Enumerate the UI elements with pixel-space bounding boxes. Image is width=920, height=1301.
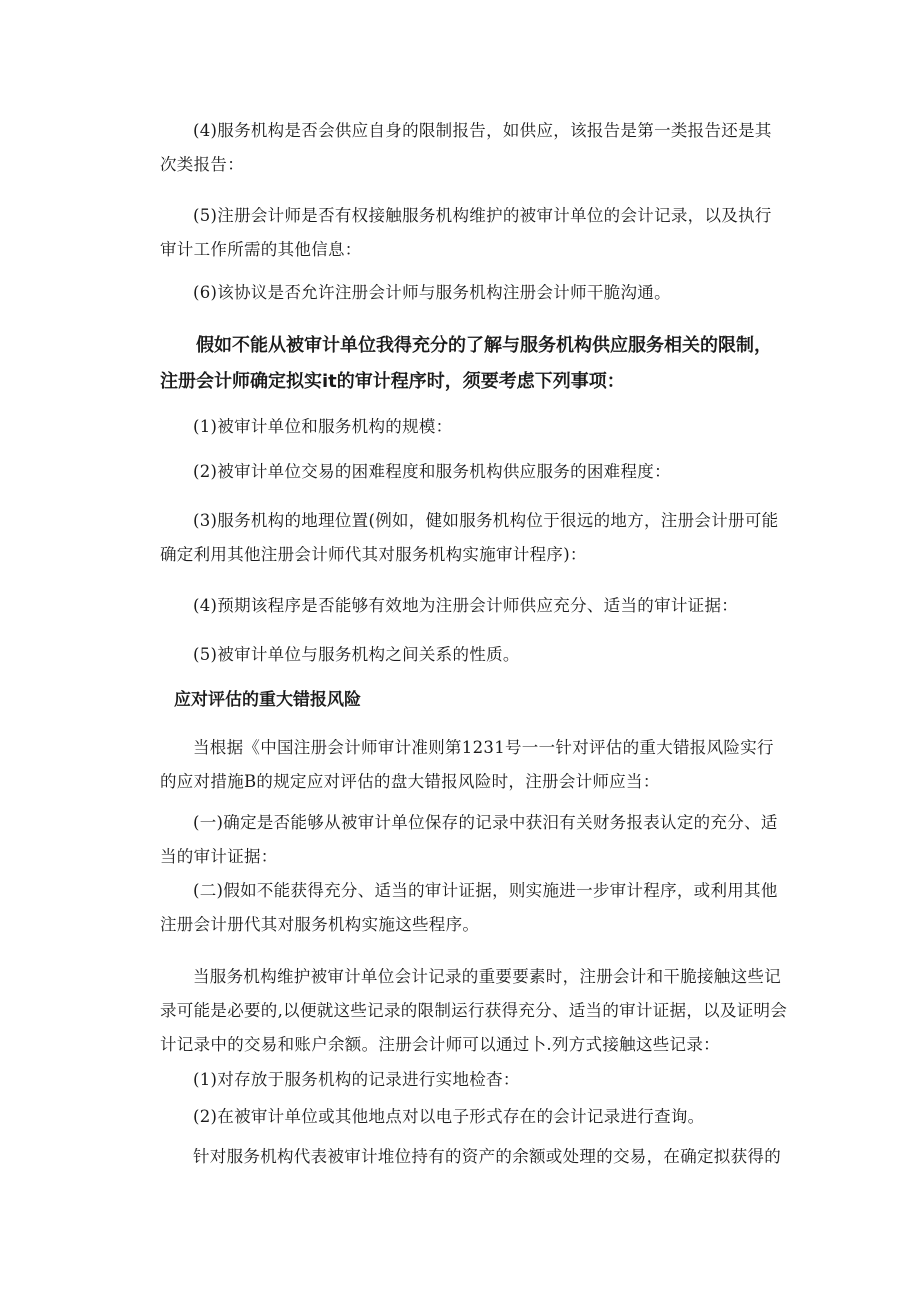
paragraph-direct-communication: (6)该协议是否允许注册会计师与服务机构注册会计师干脆沟通。 xyxy=(193,283,671,302)
list-item-complexity: (2)被审计单位交易的困难程度和服务机构供应服务的困难程度： xyxy=(193,462,671,481)
list-item-location: (3)服务机构的地理位置(例如，健如服务机构位于很远的地方，注册会计册可能确定利用其他注册会计师代其对服务机构实施审计程序)： xyxy=(160,511,779,564)
list-item-relationship: (5)被审计单位与服务机构之间关系的性质。 xyxy=(193,645,520,664)
paragraph-service-report: (4)服务机构是否会供应自身的限制报告，如供应，该报告是第一类报告还是其次类报告： xyxy=(160,121,772,174)
paragraph-access-accounting-records: 当服务机构维护被审计单位会计记录的重要要素时，注册会计和干脆接触这些记录可能是必要的,以便就这些记录的限制运行获得充分、适当的审计证据，以及证明会计记录中的交易和账户余额。注册会计师可以通过卜.列方式接触这些记录： xyxy=(160,967,788,1054)
section-heading: 应对评估的重大错报风险 xyxy=(174,690,361,710)
paragraph-assets-transactions: 针对服务机构代表被审计堆位持有的资产的余额或处理的交易，在确定拟获得的 xyxy=(193,1147,781,1166)
list-item-further-procedures: (二)假如不能获得充分、适当的审计证据，则实施进一步审计程序，或利用其他注册会计册代其对服务机构实施这些程序。 xyxy=(160,881,778,934)
list-item-effectiveness: (4)预期该程序是否能够有效地为注册会计师供应充分、适当的审计证据： xyxy=(193,596,739,615)
paragraph-considerations-intro: 假如不能从被审计单位我得充分的了解与服务机构供应服务相关的限制，注册会计师确定拟实it的审计程序时，须要考虑下列事项： xyxy=(160,335,772,392)
list-item-onsite-inspection: (1)对存放于服务机构的记录进行实地检杳： xyxy=(193,1070,520,1089)
list-item-scale: (1)被审计单位和服务机构的规模： xyxy=(193,417,453,436)
list-item-electronic-query: (2)在被审计单位或其他地点对以电子形式存在的会计记录进行查询。 xyxy=(193,1107,705,1126)
list-item-determine-evidence: (一)确定是否能够从被审计单位保存的记录中获汨有关财务报表认定的充分、适当的审计证据： xyxy=(160,813,778,866)
paragraph-response-intro: 当根据《中国注册会计师审计准则第1231号一一针对评估的重大错报风险实行的应对措施B的规定应对评估的盘大错报风险时，注册会计师应当： xyxy=(160,738,774,791)
paragraph-access-records: (5)注册会计师是否有权接触服务机构维护的被审计单位的会计记录，以及执行审计工作所需的其他信息： xyxy=(160,206,772,259)
